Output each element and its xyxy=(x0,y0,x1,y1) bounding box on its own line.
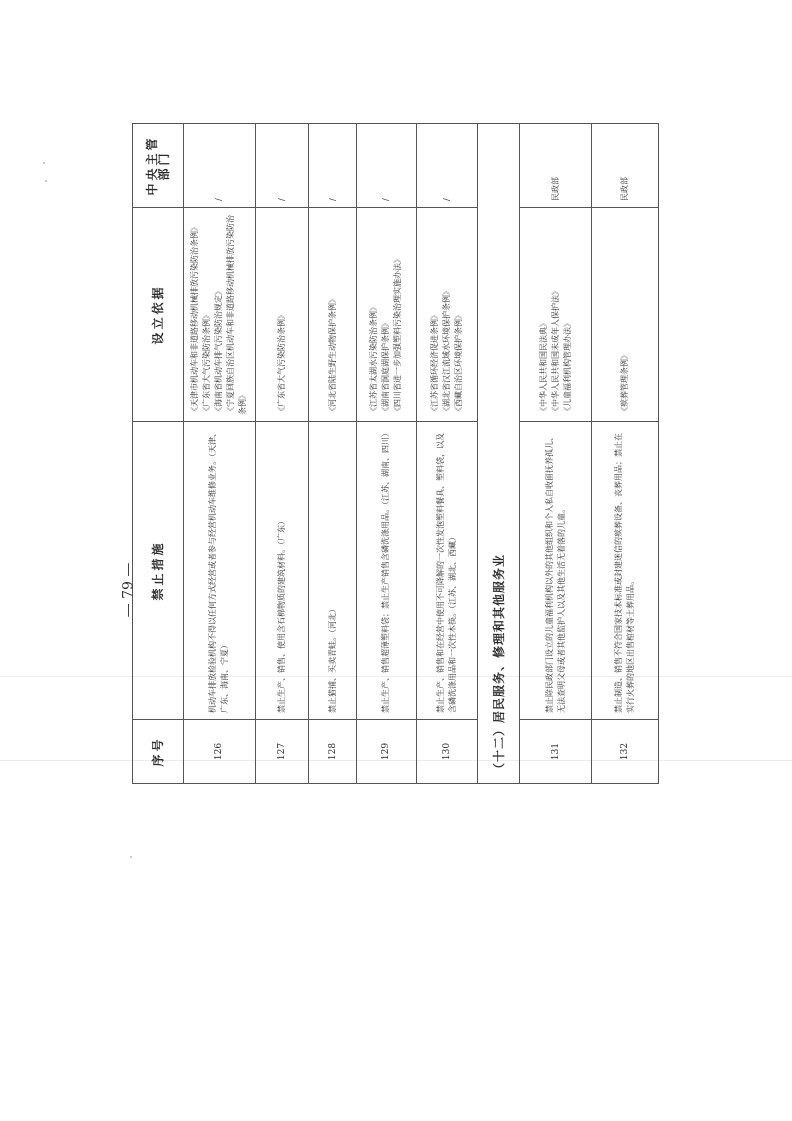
row-measure: 机动车排放检验机构不得以任何方式经营或者参与经营机动车维修业务。（天津、广东、海南、宁夏） xyxy=(183,422,255,720)
row-seq: 129 xyxy=(356,720,416,784)
basis-line: 《中华人民共和国未成年人保护法》 xyxy=(550,287,560,415)
basis-line: 《西藏自治区环境保护条例》 xyxy=(454,311,464,415)
section-heading: （十二）居民服务、修理和其他服务业 xyxy=(478,124,520,784)
row-basis xyxy=(416,208,477,422)
row-basis xyxy=(255,208,309,422)
table-row xyxy=(309,124,356,784)
row-seq: 126 xyxy=(183,720,255,784)
row-dept: / xyxy=(183,124,255,208)
row-basis xyxy=(309,208,356,422)
row-basis xyxy=(592,208,659,422)
header-measure: 禁止措施 xyxy=(133,422,184,720)
scan-speck xyxy=(130,856,132,858)
row-basis xyxy=(520,208,592,422)
row-seq: 128 xyxy=(309,720,356,784)
basis-line: 《四川省进一步加强塑料污染治理实施办法》 xyxy=(393,255,403,415)
basis-line: 《广东省大气污染防治条例》 xyxy=(277,311,286,415)
section-row xyxy=(478,124,520,784)
row-dept: 民政部 xyxy=(592,124,659,208)
table-row xyxy=(520,124,592,784)
table-row xyxy=(356,124,416,784)
row-seq: 130 xyxy=(416,720,477,784)
basis-line: 《河北省陆生野生动物保护条例》 xyxy=(327,295,337,415)
row-seq: 127 xyxy=(255,720,309,784)
basis-line: 《海南省机动车排气污染防治规定》 xyxy=(214,287,224,415)
table-row xyxy=(416,124,477,784)
scan-speck xyxy=(45,180,47,182)
table-row xyxy=(183,124,255,784)
row-measure: 禁止除民政部门设立的儿童福利机构以外的其他组织和个人私自收留抚养孤儿、无法查明父母或者其他监护人以及其他生活无着落的儿童。 xyxy=(520,422,592,720)
header-seq: 序号 xyxy=(133,720,184,784)
prohibition-table xyxy=(132,123,659,784)
row-dept: 民政部 xyxy=(520,124,592,208)
basis-line: 《儿童福利机构管理办法》 xyxy=(562,319,572,415)
row-measure: 禁止猎捕、买卖青蛙。（河北） xyxy=(309,422,356,720)
row-basis xyxy=(183,208,255,422)
row-measure: 禁止制造、销售不符合国家技术标准或封建迷信的殡葬设备、丧葬用品；禁止在实行火葬的地区出售棺材等土葬用品。 xyxy=(592,422,659,720)
table-row xyxy=(592,124,659,784)
rotated-table-stage xyxy=(132,124,659,784)
basis-line: 《江苏省太湖水污染防治条例》 xyxy=(369,303,379,415)
row-dept: / xyxy=(356,124,416,208)
basis-line: 《湖南省洞庭湖保护条例》 xyxy=(381,319,391,415)
row-measure: 禁止生产、销售、使用含石棉物质的建筑材料。（广东） xyxy=(255,422,309,720)
row-measure: 禁止生产、销售超薄塑料袋；禁止生产销售含磷洗涤用品。（江苏、湖南、四川） xyxy=(356,422,416,720)
row-dept: / xyxy=(255,124,309,208)
row-dept: / xyxy=(309,124,356,208)
basis-line: 《宁夏回族自治区机动车和非道路移动机械排放污染防治条例》 xyxy=(226,215,248,415)
table-header-row xyxy=(133,124,184,784)
header-dept: 中央主管部门 xyxy=(133,124,184,208)
basis-line: 《江苏省循环经济促进条例》 xyxy=(430,311,440,415)
basis-line: 《天津市机动车和非道路移动机械排放污染防治条例》 xyxy=(190,223,200,415)
row-seq: 131 xyxy=(520,720,592,784)
table-row xyxy=(255,124,309,784)
scan-speck xyxy=(43,162,45,164)
header-basis: 设立依据 xyxy=(133,208,184,422)
row-seq: 132 xyxy=(592,720,659,784)
basis-line: 《殡葬管理条例》 xyxy=(620,351,630,415)
basis-line: 《广东省大气污染防治条例》 xyxy=(202,311,212,415)
basis-line: 《湖北省汉江流域水环境保护条例》 xyxy=(442,287,452,415)
row-basis xyxy=(356,208,416,422)
row-dept: / xyxy=(416,124,477,208)
basis-line: 《中华人民共和国民法典》 xyxy=(538,319,548,415)
page-number: — 79 — xyxy=(120,562,136,618)
row-measure: 禁止生产、销售和在经营中使用不可降解的一次性发泡塑料餐具、塑料袋，以及含磷洗涤用品和一次性木筷。（江苏、湖北、西藏） xyxy=(416,422,477,720)
